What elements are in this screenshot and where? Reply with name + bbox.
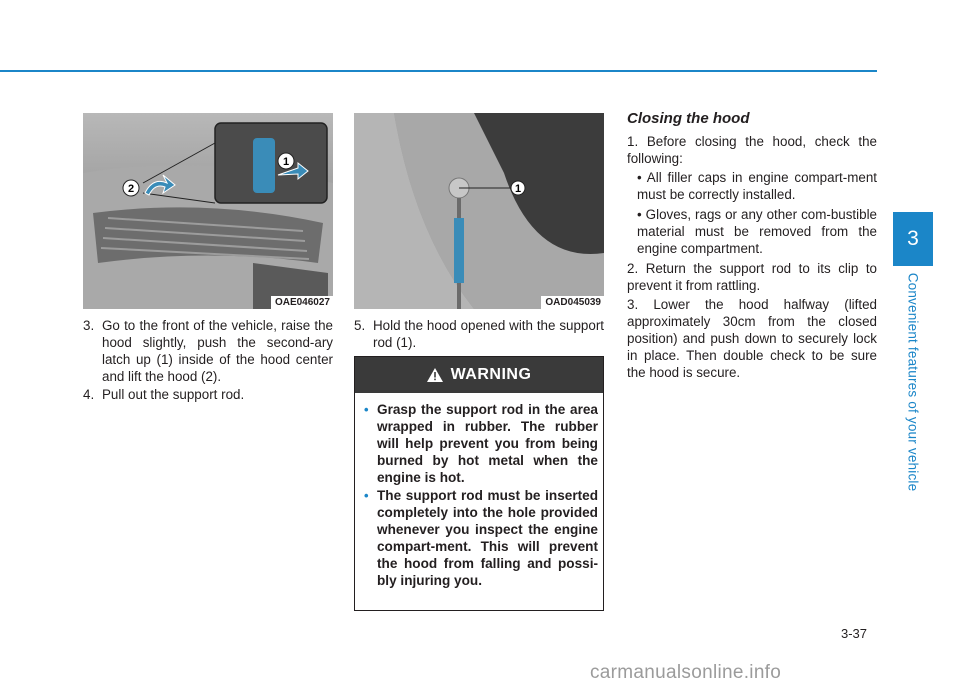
figure-code: OAE046027 — [271, 296, 333, 309]
step-text: Pull out the support rod. — [102, 387, 245, 402]
closing-step-text: 3. Lower the hood halfway (lifted approximately 30cm from the closed position) and push down to securely lock in place. Then double check to be sure the hood is secure. — [627, 297, 877, 380]
section-heading: Closing the hood — [627, 110, 750, 127]
warning-item — [364, 487, 598, 589]
warning-title: WARNING — [450, 366, 532, 383]
support-rod-illustration — [354, 113, 604, 309]
step-number: 4. — [83, 387, 95, 402]
step-number: 5. — [354, 318, 366, 333]
callout-1: 1 — [282, 156, 290, 168]
warning-box — [354, 356, 604, 611]
closing-bullet-2 — [637, 206, 877, 257]
closing-bullet-text: • Gloves, rags or any other com-bustible material must be removed from the engine compartment. — [637, 207, 877, 256]
closing-step-2 — [627, 260, 877, 294]
closing-step-3 — [627, 296, 877, 381]
car-front-drawing — [83, 113, 333, 309]
bullet: • — [364, 402, 369, 417]
closing-bullet-text: • All filler caps in engine compart-ment must be correctly installed. — [637, 170, 877, 202]
bullet: • — [364, 488, 369, 503]
figure-code: OAD045039 — [541, 296, 604, 309]
step-text: Hold the hood opened with the support rod (1). — [373, 318, 604, 350]
step-number: 3. — [83, 318, 95, 333]
step-4 — [83, 386, 333, 403]
chapter-tab: 3 — [893, 212, 933, 266]
step-5 — [354, 317, 604, 351]
warning-text: Grasp the support rod in the area wrapped in rubber. The rubber will help prevent you from being burned by hot metal when the engine is hot. — [377, 402, 598, 485]
warning-triangle-icon — [427, 368, 443, 382]
step-text: Go to the front of the vehicle, raise the hood slightly, push the second-ary latch up (1) inside of the hood center and lift the hood (2). — [102, 318, 333, 384]
callout-1: 1 — [514, 183, 522, 195]
step-3 — [83, 317, 333, 385]
closing-step-1 — [627, 133, 877, 167]
hood-latch-illustration — [83, 113, 333, 309]
engine-bay-drawing — [354, 113, 604, 309]
chapter-title-text: Convenient features of your vehicle — [905, 272, 921, 492]
closing-step-text: 1. Before closing the hood, check the following: — [627, 134, 877, 166]
callout-2: 2 — [127, 183, 135, 195]
page-number: 3-37 — [841, 626, 868, 641]
warning-item — [364, 401, 598, 486]
watermark: carmanualsonline.info — [590, 662, 782, 683]
chapter-title — [902, 270, 924, 494]
closing-bullet-1 — [637, 169, 877, 203]
warning-header — [355, 357, 603, 393]
warning-text: The support rod must be inserted completely into the hole provided whenever you inspect the engine compart-ment. This will prevent the hood from falling and possi-bly injuring you. — [377, 488, 598, 588]
closing-step-text: 2. Return the support rod to its clip to prevent it from rattling. — [627, 261, 877, 293]
top-rule — [0, 70, 877, 72]
